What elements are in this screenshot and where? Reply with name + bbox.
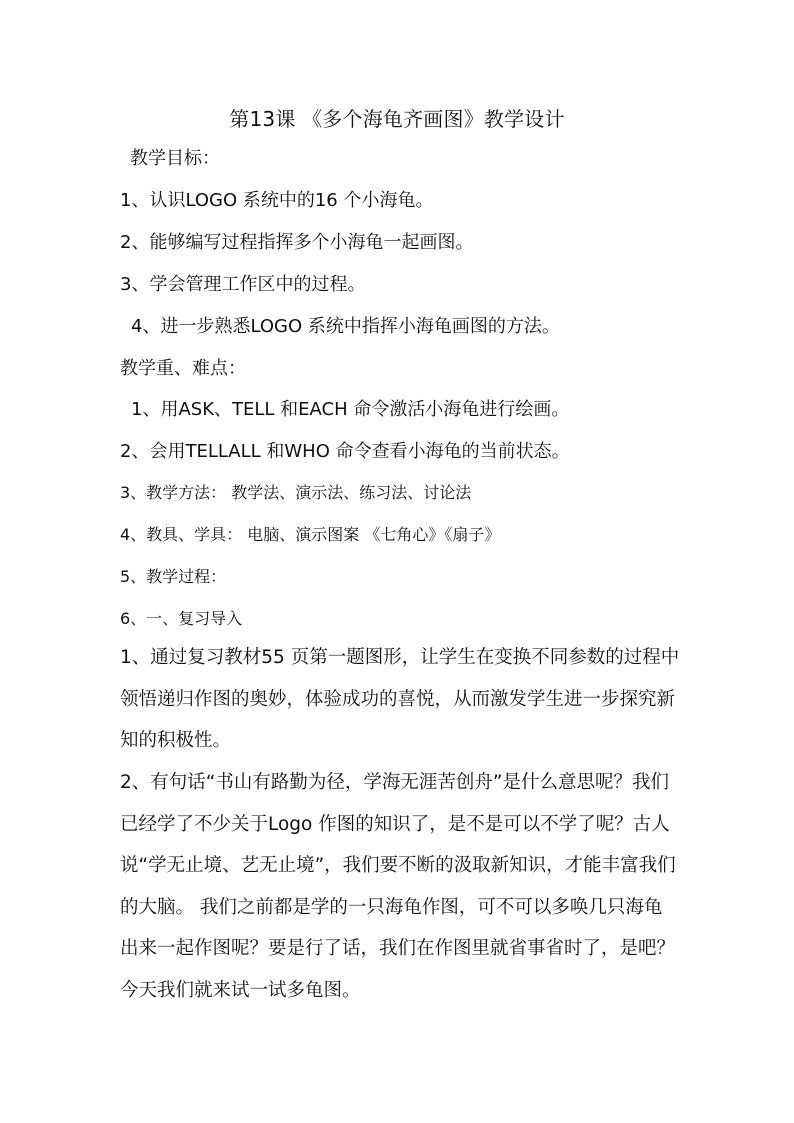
keypoint-1: 1、用ASK、TELL 和EACH 命令激活小海龟进行绘画。 <box>131 399 570 420</box>
review-intro: 6、一、复习导入 <box>120 609 243 628</box>
keypoint-2: 2、会用TELLALL 和WHO 命令查看小海龟的当前状态。 <box>120 441 570 462</box>
objective-1: 1、认识LOGO 系统中的16 个小海龟。 <box>120 190 434 211</box>
keypoints-heading: 教学重、难点： <box>120 358 246 379</box>
teaching-aids: 4、教具、学具： 电脑、演示图案 《七角心》《扇子》 <box>120 525 501 544</box>
objective-4: 4、进一步熟悉LOGO 系统中指挥小海龟画图的方法。 <box>131 316 560 337</box>
paragraph-1: 1、通过复习教材55 页第一题图形，让学生在变换不同参数的过程中领悟递归作图的奥妙，体验成功的喜悦，从而激发学生进一步探究新知的积极性。 <box>120 647 680 751</box>
objective-3: 3、学会管理工作区中的过程。 <box>120 274 366 295</box>
teaching-process: 5、教学过程： <box>120 567 227 586</box>
paragraph-2: 2、有句话“书山有路勤为径，学海无涯苦创舟”是什么意思呢？我们已经学了不少关于Logo 作图的知识了，是不是可以不学了呢？古人说“学无止境、艺无止境”，我们要不断的汲取新知识，才能丰富我们的大脑。 我们之前都是学的一只海龟作图，可不可以多唤几只海龟出来一起作图呢？要是行了话，我们在作图里就省事省时了，是吧？今天我们就来试一试多龟图。 <box>120 772 676 1001</box>
objectives-heading: 教学目标： <box>130 148 220 169</box>
objective-2: 2、能够编写过程指挥多个小海龟一起画图。 <box>120 232 474 253</box>
document-title: 第13课 《多个海龟齐画图》教学设计 <box>229 107 565 131</box>
teaching-methods: 3、教学方法： 教学法、演示法、练习法、讨论法 <box>120 483 472 502</box>
